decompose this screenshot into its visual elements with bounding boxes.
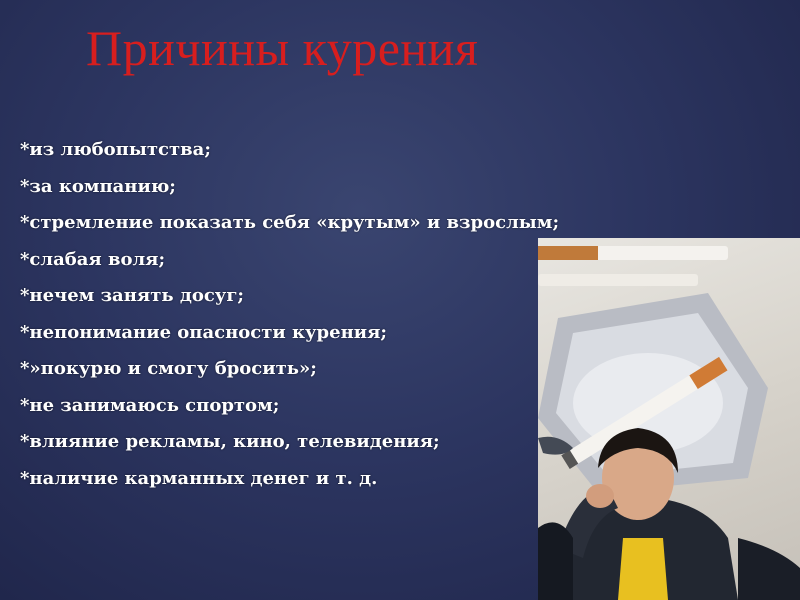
list-item: *не занимаюсь спортом;: [20, 394, 280, 416]
list-item: *наличие карманных денег и т. д.: [20, 467, 378, 489]
smoking-photo: [538, 238, 800, 600]
slide-title: Причины курения: [86, 20, 479, 76]
boy-shirt: [618, 538, 668, 600]
boy-hand: [586, 484, 614, 508]
list-item: *нечем занять досуг;: [20, 285, 244, 306]
list-item: *непонимание опасности курения;: [20, 321, 388, 343]
list-item: *»покурю и смогу бросить»;: [20, 358, 317, 379]
shadow-right: [738, 538, 800, 600]
reasons-list: [20, 138, 559, 503]
list-item: *слабая воля;: [20, 248, 166, 270]
list-item: *влияние рекламы, кино, телевидения;: [20, 431, 440, 452]
cigarette-second: [538, 274, 698, 286]
list-item: *из любопытства;: [20, 139, 211, 160]
list-item: *за компанию;: [20, 175, 176, 197]
list-item: *стремление показать себя «крутым» и взрослым;: [20, 212, 560, 233]
shadow-left: [538, 522, 573, 600]
smoking-boy-illustration: [538, 238, 800, 600]
